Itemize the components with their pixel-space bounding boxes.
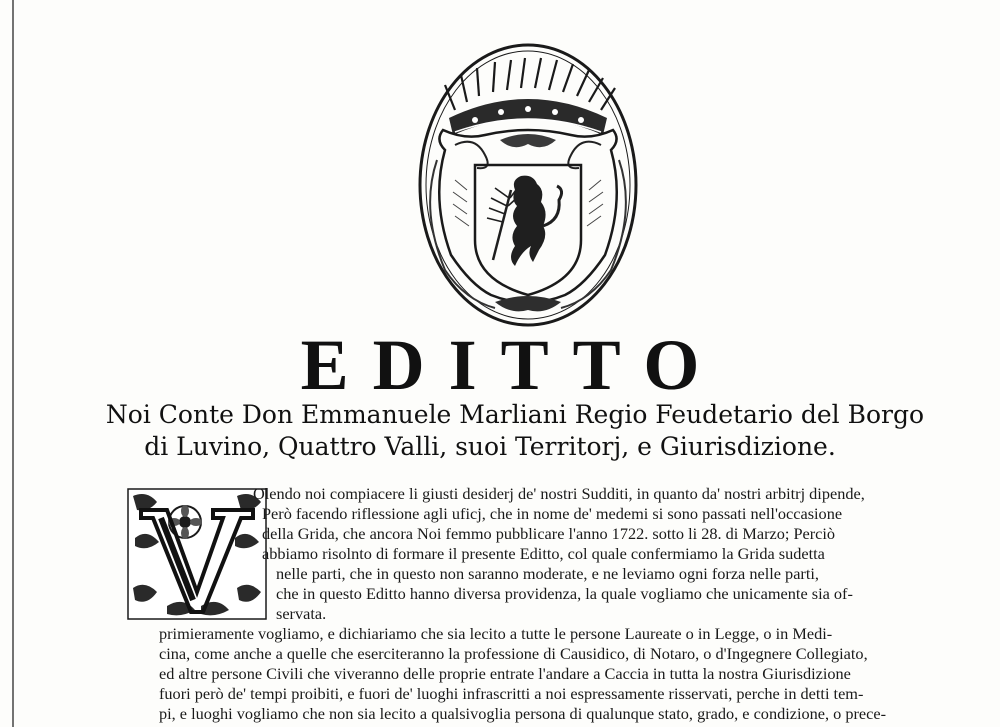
coat-of-arms-emblem: [415, 40, 641, 330]
body-text-line: fuori però de' tempi proibiti, e fuori de' luoghi infrascritti a noi espressamente risservati, perche in detti tem-: [159, 684, 864, 703]
body-text-line: primieramente vogliamo, e dichiariamo che sia lecito a tutte le persone Laureate o in Legge, o in Medi-: [159, 624, 833, 643]
body-text-line: servata.: [276, 604, 327, 623]
body-text-line: che in questo Editto hanno diversa providenza, la quale vogliamo che unicamente sia of-: [276, 584, 853, 603]
body-text-line: abbiamo risolnto di formare il presente Editto, col quale confermiamo la Grida sudetta: [262, 544, 825, 563]
decorated-initial-letter: [127, 488, 267, 620]
edict-title: EDITTO: [300, 325, 724, 405]
issuer-heading-line2: di Luvino, Quattro Valli, suoi Territorj, e Giurisdizione.: [144, 432, 836, 461]
body-text-line: pi, e luoghi vogliamo che non sia lecito a qualsivoglia persona di qualunque stato, grado, e condizione, o prece-: [159, 704, 887, 723]
body-text-line: nelle parti, che in questo non saranno moderate, e ne leviamo ogni forza nelle parti,: [276, 564, 819, 583]
issuer-heading-line1: Noi Conte Don Emmanuele Marliani Regio Feudetario del Borgo: [105, 400, 925, 429]
body-text-line: Olendo noi compiacere li giusti desiderj de' nostri Sudditi, in quanto da' nostri arbitrj dipende,: [253, 484, 865, 503]
body-text-line: della Grida, che ancora Noi femmo pubblicare l'anno 1722. sotto li 28. di Marzo; Perciò: [262, 524, 836, 543]
body-text-line: Però facendo riflessione agli uficj, che in nome de' medemi si sono passati nell'occasione: [262, 504, 843, 523]
body-text-line: ed altre persone Civili che viveranno delle proprie entrate l'andare a Caccia in tutta la nostra Giurisdizione: [159, 664, 851, 683]
body-text-line: cina, come anche a quelle che eserciteranno la professione di Causidico, di Notaro, o d'Ingegnere Collegiato,: [159, 644, 868, 663]
